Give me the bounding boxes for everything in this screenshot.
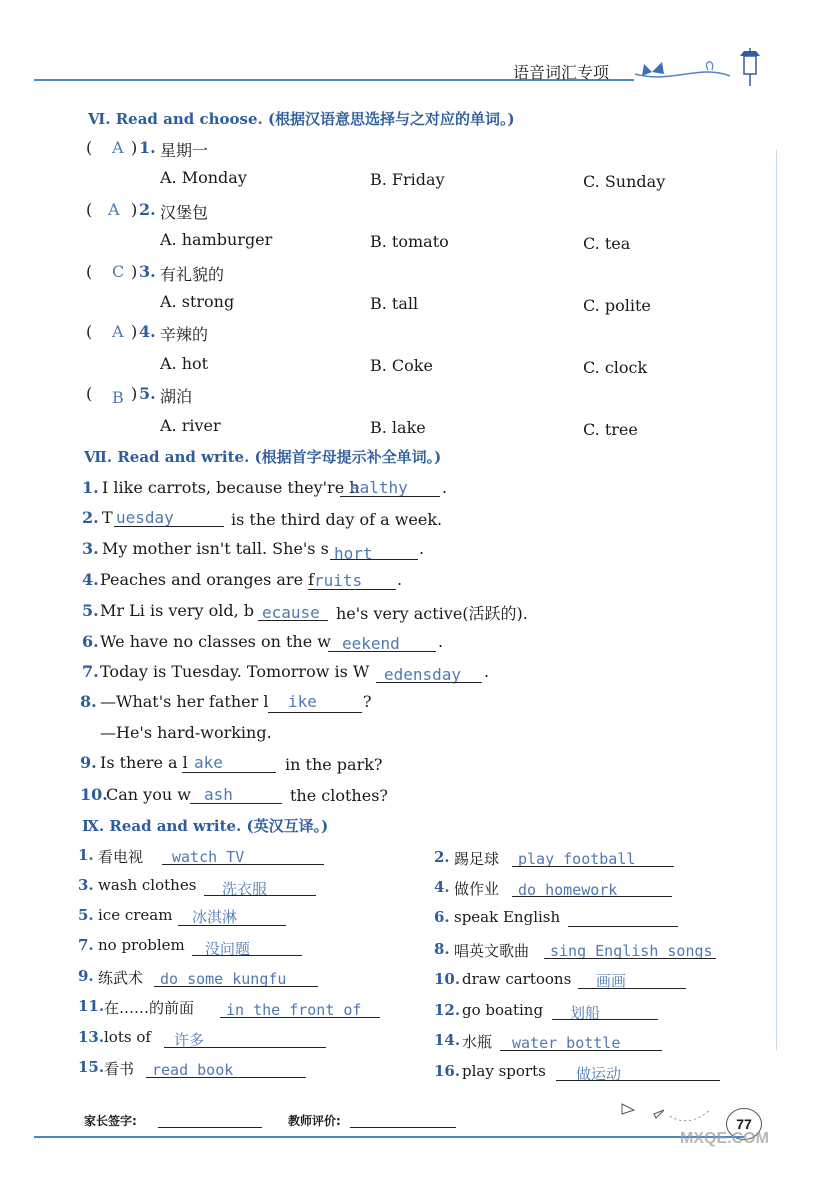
sentence-start: Peaches and oranges are f <box>100 570 315 589</box>
sentence-start: We have no classes on the w <box>100 632 331 651</box>
answer-blank <box>578 988 686 989</box>
question-number: 7. <box>82 662 99 681</box>
parent-signature-label: 家长签字: <box>84 1114 137 1128</box>
answer-blank <box>500 1050 662 1051</box>
question-cn: 湖泊 <box>160 387 193 406</box>
answer-blank <box>192 955 302 956</box>
option-b: B. Friday <box>370 170 445 189</box>
answer-blank <box>376 682 482 683</box>
question-text: 练武术 <box>98 969 144 987</box>
option-a: A. hamburger <box>160 230 273 249</box>
answer-blank <box>268 712 362 713</box>
sentence-start: Mr Li is very old, b <box>100 601 255 620</box>
header-title: 语音词汇专项 <box>513 63 610 82</box>
question-number: 6. <box>82 632 99 651</box>
question-number: 5. <box>139 384 156 403</box>
question-number: 3. <box>82 539 99 558</box>
answer-blank <box>552 1019 658 1020</box>
answer: A <box>112 138 124 157</box>
answer-blank <box>556 1080 720 1081</box>
question-number: 5. <box>82 601 99 620</box>
paren-open: ( <box>86 138 93 157</box>
sentence-start: Is there a l <box>100 753 188 772</box>
option-a: A. river <box>160 416 221 435</box>
answer: 画画 <box>596 972 627 990</box>
sentence-start: —What's her father l <box>100 692 269 711</box>
answer-blank <box>258 620 328 621</box>
question-text: 踢足球 <box>454 850 500 868</box>
question-cn: 辛辣的 <box>160 325 209 344</box>
answer: eekend <box>342 634 400 653</box>
footer-rule <box>34 1136 744 1138</box>
paren-close: ) <box>131 200 138 219</box>
question-cn: 有礼貌的 <box>160 265 225 284</box>
option-c: C. polite <box>583 296 651 315</box>
answer: 冰淇淋 <box>192 908 238 926</box>
answer: watch TV <box>172 848 245 866</box>
watermark: MXQE.COM <box>680 1130 769 1147</box>
question-number: 4. <box>139 322 156 341</box>
answer-blank <box>146 1077 306 1078</box>
paren-open: ( <box>86 200 93 219</box>
sentence-end: ? <box>363 692 372 711</box>
bird-decoration-icon <box>620 1094 720 1128</box>
question-text: no problem <box>98 936 185 954</box>
answer: ake <box>194 753 223 772</box>
paren-open: ( <box>86 322 93 341</box>
answer: 洗衣服 <box>222 880 268 898</box>
option-b: B. Coke <box>370 356 433 375</box>
question-number: 3. <box>139 262 156 281</box>
answer: ike <box>288 692 317 711</box>
sentence-start: T <box>102 508 113 527</box>
answer: sing English songs <box>550 942 713 960</box>
option-c: C. tree <box>583 420 638 439</box>
answer: read book <box>152 1061 234 1079</box>
answer: hort <box>334 544 373 563</box>
answer-blank <box>114 526 224 527</box>
question-number: 2. <box>82 508 99 527</box>
answer: ruits <box>314 571 363 590</box>
sentence-start: Today is Tuesday. Tomorrow is W <box>100 662 370 681</box>
question-number: 1. <box>78 846 94 864</box>
sentence-end: the clothes? <box>290 786 388 805</box>
answer: edensday <box>384 665 462 684</box>
section6-title: Ⅵ. Read and choose. (根据汉语意思选择与之对应的单词。) <box>88 110 515 128</box>
question-text: play sports <box>462 1062 546 1080</box>
sentence-end: in the park? <box>285 755 383 774</box>
answer-blank <box>328 651 436 652</box>
option-a: A. strong <box>160 292 235 311</box>
sentence-end: . <box>438 632 444 651</box>
answer: ash <box>204 785 233 804</box>
question-text: 在……的前面 <box>104 999 195 1017</box>
answer: 做运动 <box>576 1065 622 1083</box>
question-number: 8. <box>80 692 97 711</box>
parent-signature-blank <box>158 1127 262 1128</box>
sentence-end: . <box>397 570 403 589</box>
answer-blank <box>544 958 716 959</box>
option-b: B. tomato <box>370 232 449 251</box>
sentence-start: My mother isn't tall. She's s <box>102 539 329 558</box>
margin-rule <box>776 150 777 1050</box>
answer-blank <box>178 925 286 926</box>
answer: ealthy <box>350 478 408 497</box>
question-number: 7. <box>78 936 94 954</box>
answer: 许多 <box>174 1031 205 1049</box>
question-number: 2. <box>434 848 450 866</box>
question-number: 4. <box>434 878 450 896</box>
option-c: C. tea <box>583 234 631 253</box>
question-number: 1. <box>82 478 99 497</box>
sentence-start: Can you w <box>106 785 191 804</box>
answer: in the front of <box>226 1001 362 1019</box>
question-number: 6. <box>434 908 450 926</box>
question-text: ice cream <box>98 906 173 924</box>
answer-blank <box>512 896 672 897</box>
question-text: draw cartoons <box>462 970 572 988</box>
teacher-eval-blank <box>350 1127 456 1128</box>
sentence-end: . <box>419 539 425 558</box>
paren-close: ) <box>131 138 138 157</box>
answer-blank <box>154 986 318 987</box>
option-c: C. clock <box>583 358 648 377</box>
question-text: go boating <box>462 1001 544 1019</box>
answer: A <box>108 200 120 219</box>
question-number: 13. <box>78 1028 105 1046</box>
question-text: 看电视 <box>98 848 144 866</box>
answer-blank <box>204 895 316 896</box>
paren-close: ) <box>131 322 138 341</box>
option-c: C. Sunday <box>583 172 666 191</box>
answer: C <box>112 262 125 281</box>
option-b: B. tall <box>370 294 419 313</box>
question-number: 5. <box>78 906 94 924</box>
question-number: 3. <box>78 876 94 894</box>
sentence-end: is the third day of a week. <box>231 510 443 529</box>
sentence-end: he's very active(活跃的). <box>336 604 528 623</box>
answer-blank <box>512 866 674 867</box>
option-a: A. Monday <box>160 168 247 187</box>
question-number: 9. <box>80 753 97 772</box>
paren-close: ) <box>131 262 138 281</box>
answer: water bottle <box>512 1034 621 1052</box>
answer: 划船 <box>570 1004 601 1022</box>
answer-blank <box>330 559 418 560</box>
answer-blank <box>340 496 440 497</box>
question-number: 14. <box>434 1031 461 1049</box>
question-cn: 星期一 <box>160 141 209 160</box>
answer: do homework <box>518 881 618 899</box>
paren-close: ) <box>131 384 138 403</box>
answer: ecause <box>262 603 320 622</box>
section7-title: Ⅶ. Read and write. (根据首字母提示补全单词。) <box>84 448 442 466</box>
sentence-end: . <box>484 662 490 681</box>
answer-blank <box>308 589 396 590</box>
answer-blank <box>220 1017 380 1018</box>
question-text: 水瓶 <box>462 1033 493 1051</box>
section9-title: Ⅸ. Read and write. (英汉互译。) <box>82 817 329 835</box>
question-text: 唱英文歌曲 <box>454 942 530 960</box>
question-number: 16. <box>434 1062 461 1080</box>
question-number: 12. <box>434 1001 461 1019</box>
page-number: 77 <box>726 1108 762 1140</box>
question-cn: 汉堡包 <box>160 203 209 222</box>
sentence-end: . <box>442 478 448 497</box>
paren-open: ( <box>86 384 93 403</box>
option-a: A. hot <box>160 354 209 373</box>
question-text: 看书 <box>104 1060 135 1078</box>
answer: play football <box>518 850 636 868</box>
answer-blank <box>164 1047 326 1048</box>
answer-blank <box>162 864 324 865</box>
answer: uesday <box>116 508 174 527</box>
question-number: 2. <box>139 200 156 219</box>
question-number: 11. <box>78 997 105 1015</box>
paren-open: ( <box>86 262 93 281</box>
answer-blank <box>190 803 282 804</box>
question-number: 15. <box>78 1058 105 1076</box>
answer: do some kungfu <box>160 970 287 988</box>
sentence-start: I like carrots, because they're h <box>102 478 360 497</box>
butterfly-lamp-decoration-icon <box>630 44 770 90</box>
question-number: 8. <box>434 940 450 958</box>
question-text: lots of <box>104 1028 151 1046</box>
answer: B <box>112 388 124 407</box>
question-number: 9. <box>78 967 94 985</box>
answer-blank <box>568 926 678 927</box>
question-number: 4. <box>82 570 99 589</box>
question-text: 做作业 <box>454 880 500 898</box>
question-text: speak English <box>454 908 561 926</box>
teacher-eval-label: 教师评价: <box>288 1114 341 1128</box>
answer: 没问题 <box>205 940 251 958</box>
answer: A <box>112 322 124 341</box>
answer-blank <box>182 772 276 773</box>
question-number: 10. <box>434 970 461 988</box>
question-text: wash clothes <box>98 876 197 894</box>
option-b: B. lake <box>370 418 426 437</box>
sentence-start: —He's hard-working. <box>100 723 272 742</box>
question-number: 10. <box>80 785 108 804</box>
question-number: 1. <box>139 138 156 157</box>
